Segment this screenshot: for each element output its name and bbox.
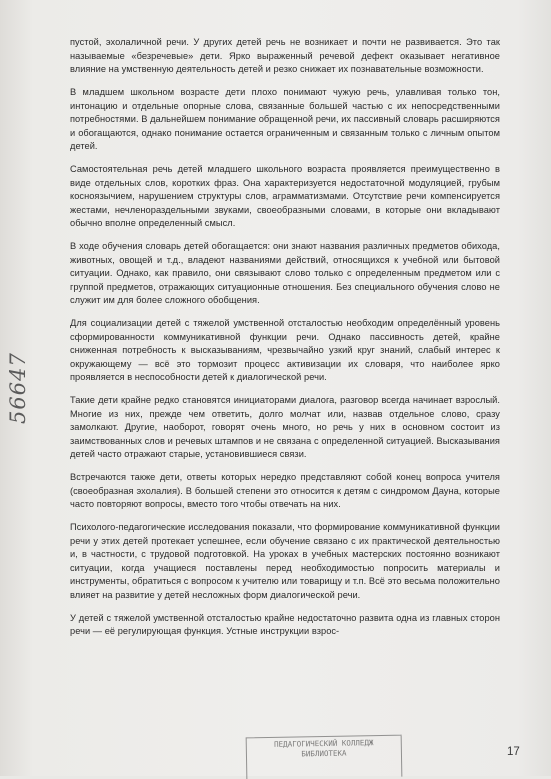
paragraph-3: Самостоятельная речь детей младшего школьного возраста проявляется преимущественно в виде отдельных слов, коротких фраз. Она характеризуется недостаточной модуляцией, грубым косноязычием, нарушением структуры слов, аграмматизмами. Отсутствие речи компенсируется жестами, нечленораздельными звуками, своеобразными словами, в которые они вкладывают обычно вполне определенный смысл. bbox=[70, 164, 500, 228]
paragraph-9: У детей с тяжелой умственной отсталостью крайне недостаточно развита одна из главных сторон речи — её регулирующая функция. Устные инструкции взрос- bbox=[70, 612, 500, 636]
paragraph-1: пустой, эхолаличной речи. У других детей речь не возникает и почти не развивается. Это так называемые «безречевые» дети. Ярко выраженный речевой дефект оказывает негативное влияние на умственную деятельность детей и резко снижает их познавательные возможности. bbox=[70, 37, 500, 74]
paragraph-8: Психолого-педагогические исследования показали, что формирование коммуникативной функции речи у этих детей протекает успешнее, если обучение связано с их практической деятельностью и, в частности, с трудовой подготовкой. На уроках в учебных мастерских постоянно возникают ситуации, когда учащиеся поставлены перед необходимостью попросить материалы и инструменты, обратиться с вопросом к учителю или товарищу и т.п. Всё это весьма положительно влияет на развитие у детей несложных форм диалогической речи. bbox=[70, 522, 500, 600]
stamp-line-2: БИБЛИОТЕКА bbox=[301, 748, 347, 759]
page-number: 17 bbox=[507, 746, 520, 758]
paragraph-2: В младшем школьном возрасте дети плохо понимают чужую речь, улавливая только тон, интонацию и отдельные опорные слова, связанные большей частью с их непосредственными потребностями. В дальнейшем понимание обращенной речи, их пассивный словарь расширяются и обогащаются, однако понимание остается ограниченным и связанным только с личным опытом детей. bbox=[70, 87, 500, 151]
handwritten-margin-number: 56647 bbox=[6, 352, 30, 424]
paragraph-5: Для социализации детей с тяжелой умственной отсталостью необходим определённый уровень сформированности коммуникативной функции речи. Однако пассивность детей, крайне сниженная потребность к высказываниям, чрезвычайно узкий круг знаний, слабый интерес к окружающему — всё это тормозит процесс активизации их словаря, что наиболее ярко проявляется в неспособности детей к диалогической речи. bbox=[70, 318, 500, 382]
paragraph-7: Встречаются также дети, ответы которых нередко представляют собой конец вопроса учителя (своеобразная эхолалия). В большей степени это относится к детям с синдромом Дауна, которые часто повторяют вопросы, вместо того чтобы отвечать на них. bbox=[70, 472, 500, 509]
stamp-line-1: ПЕДАГОГИЧЕСКИЙ КОЛЛЕДЖ bbox=[274, 738, 374, 749]
body-text bbox=[70, 36, 500, 648]
library-stamp bbox=[246, 735, 403, 779]
paragraph-6: Такие дети крайне редко становятся инициаторами диалога, разговор всегда начинает взрослый. Многие из них, прежде чем ответить, долго молчат или, назвав отдельное слово, сразу замолкают. Другие, наоборот, говорят очень много, но речь у них в основном состоит из заимствованных слов и речевых штампов и не связана с определенной ситуацией. Высказывания детей часто отражают старые, установившиеся связи. bbox=[70, 395, 500, 459]
paragraph-4: В ходе обучения словарь детей обогащается: они знают названия различных предметов обихода, животных, овощей и т.д., владеют названиями действий, относящихся к учебной или бытовой ситуации. Однако, как правило, они связывают слово только с определенным предметом или с группой предметов, отражающих ситуационные отношения. Без специального обучения слово не служит им для более сложного обобщения. bbox=[70, 241, 500, 305]
